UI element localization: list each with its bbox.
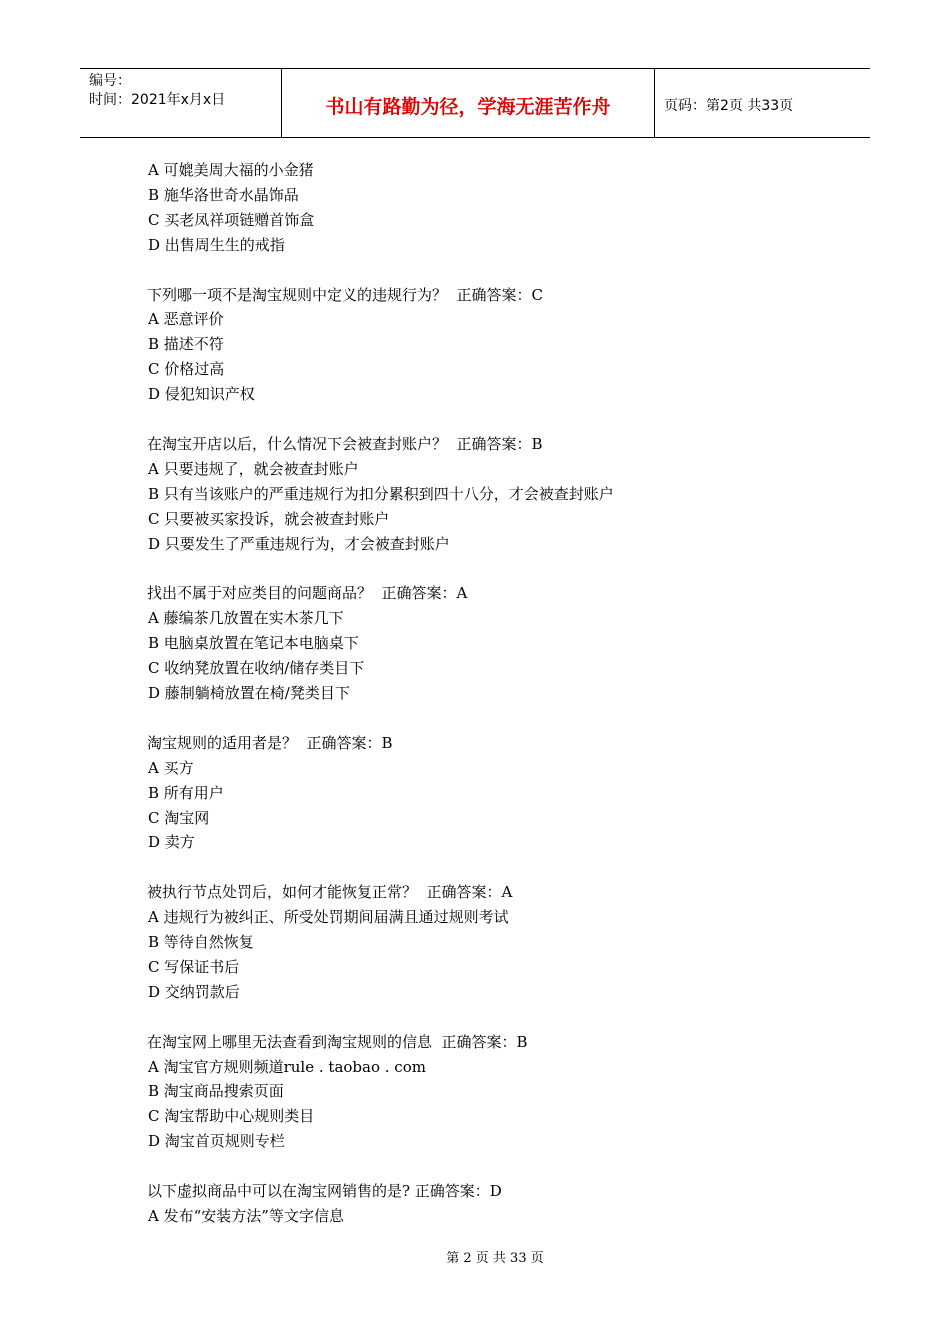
document-body (147, 158, 847, 1254)
option-line: B 电脑桌放置在笔记本电脑桌下 (148, 634, 359, 653)
option-line: D 出售周生生的戒指 (148, 235, 285, 254)
option-line: A 恶意评价 (148, 310, 224, 329)
option-line: A 违规行为被纠正、所受处罚期间届满且通过规则考试 (148, 908, 509, 927)
option-line: B 施华洛世奇水晶饰品 (148, 185, 299, 204)
question-line: 在淘宝网上哪里无法查看到淘宝规则的信息 正确答案：B (147, 1032, 528, 1051)
option-line: A 买方 (148, 758, 194, 777)
option-line: C 买老凤祥项链赠首饰盒 (148, 210, 315, 229)
option-line: C 写保证书后 (148, 957, 240, 976)
question-block (147, 880, 847, 1005)
option-line: B 淘宝商品搜索页面 (148, 1082, 284, 1101)
option-line: D 只要发生了严重违规行为，才会被查封账户 (148, 534, 450, 553)
question-line: 找出不属于对应类目的问题商品？ 正确答案：A (147, 584, 468, 603)
question-line: 以下虚拟商品中可以在淘宝网销售的是? 正确答案：D (147, 1182, 502, 1201)
option-line: B 描述不符 (148, 335, 224, 354)
option-line: C 价格过高 (148, 360, 225, 379)
option-line: A 发布“安装方法”等文字信息 (148, 1206, 344, 1225)
option-line: A 只要违规了，就会被查封账户 (148, 459, 359, 478)
intro-options-block (147, 158, 847, 258)
serial-number-label: 编号： (89, 73, 131, 89)
option-line: D 侵犯知识产权 (148, 385, 255, 404)
option-line: B 等待自然恢复 (148, 933, 254, 952)
page-header (80, 68, 870, 138)
option-line: A 淘宝官方规则频道rule . taobao . com (148, 1057, 426, 1076)
question-block (147, 581, 847, 706)
option-line: D 交纳罚款后 (148, 982, 240, 1001)
question-block (147, 432, 847, 557)
option-line: D 藤制躺椅放置在椅/凳类目下 (148, 683, 350, 702)
option-line: C 收纳凳放置在收纳/储存类目下 (148, 659, 365, 678)
question-line: 被执行节点处罚后，如何才能恢复正常？ 正确答案：A (147, 883, 513, 902)
question-block (147, 283, 847, 408)
page-footer: 第 2 页 共 33 页 (446, 1251, 544, 1266)
question-block (147, 1030, 847, 1155)
option-line: C 淘宝帮助中心规则类目 (148, 1107, 315, 1126)
header-page-info: 页码：第2页 共33页 (654, 69, 870, 137)
question-line: 下列哪一项不是淘宝规则中定义的违规行为？ 正确答案：C (147, 285, 544, 304)
option-line: A 可媲美周大福的小金猪 (148, 161, 314, 179)
date-line: 时间：2021年x月x日 (89, 92, 226, 108)
question-block (147, 1179, 847, 1229)
option-line: C 只要被买家投诉，就会被查封账户 (148, 509, 390, 528)
header-motto: 书山有路勤为径，学海无涯苦作舟 (325, 95, 611, 118)
question-block (147, 731, 847, 856)
option-line: B 只有当该账户的严重违规行为扣分累积到四十八分，才会被查封账户 (148, 484, 614, 503)
question-line: 淘宝规则的适用者是？ 正确答案：B (147, 733, 393, 752)
option-line: D 淘宝首页规则专栏 (148, 1132, 285, 1151)
header-left-cell (80, 69, 282, 137)
question-line: 在淘宝开店以后，什么情况下会被查封账户？ 正确答案：B (147, 434, 543, 453)
option-line: B 所有用户 (148, 783, 224, 802)
option-line: A 藤编茶几放置在实木茶几下 (148, 609, 344, 628)
option-line: D 卖方 (148, 833, 195, 852)
option-line: C 淘宝网 (148, 808, 210, 827)
